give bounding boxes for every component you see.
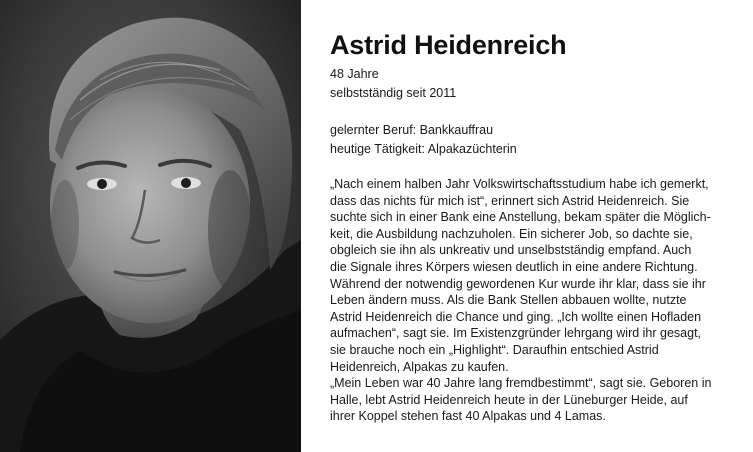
story-line: Heidenreich, Alpakas zu kaufen. xyxy=(330,359,509,374)
story-line: keit, die Ausbildung nachzuholen. Ein sicherer Job, so dachte sie, xyxy=(330,226,693,241)
story-line: Leben ändern muss. Als die Bank Stellen abbauen wollte, nutzte xyxy=(330,293,687,308)
portrait-photo-icon xyxy=(0,0,301,452)
story-text xyxy=(330,176,735,425)
story-line: sie brauche noch ein „Highlight“. Daraufhin entschied Astrid xyxy=(330,342,659,357)
story-line: obgleich sie ihn als unkreativ und unselbstständig empfand. Auch xyxy=(330,243,692,258)
story-line: Während der notwendig gewordenen Kur wurde ihr klar, dass sie ihr xyxy=(330,276,706,291)
age: 48 Jahre xyxy=(330,67,379,81)
story-line: aufmachen“, sagt sie. Im Existenzgründer lehrgang wird ihr gesagt, xyxy=(330,326,702,341)
story-line: ihrer Koppel stehen fast 40 Alpakas und 4 Lamas. xyxy=(330,409,606,424)
profile-text xyxy=(330,28,735,425)
person-name: Astrid Heidenreich xyxy=(330,30,567,60)
portrait-photo xyxy=(0,0,301,452)
story-line: dass das nichts für mich ist“, erinnert sich Astrid Heidenreich. Sie xyxy=(330,193,690,208)
trained-profession: gelernter Beruf: Bankkauffrau xyxy=(330,123,494,137)
story-line: „Mein Leben war 40 Jahre lang fremdbestimmt“, sagt sie. Geboren in xyxy=(330,376,712,391)
story-line: Halle, lebt Astrid Heidenreich heute in der Lüneburger Heide, auf xyxy=(330,392,688,407)
current-activity: heutige Tätigkeit: Alpakazüchterin xyxy=(330,142,517,156)
story-line: die Signale ihres Körpers wiesen deutlich in eine andere Richtung. xyxy=(330,259,698,274)
story-line: suchte sich in einer Bank eine Anstellung, bekam später die Möglich- xyxy=(330,210,711,225)
story-line: „Nach einem halben Jahr Volkswirtschaftsstudium habe ich gemerkt, xyxy=(330,177,709,191)
story-line: Astrid Heidenreich die Chance und ging. „Ich wollte einen Hofladen xyxy=(330,309,702,324)
self-employed-since: selbstständig seit 2011 xyxy=(330,86,457,100)
